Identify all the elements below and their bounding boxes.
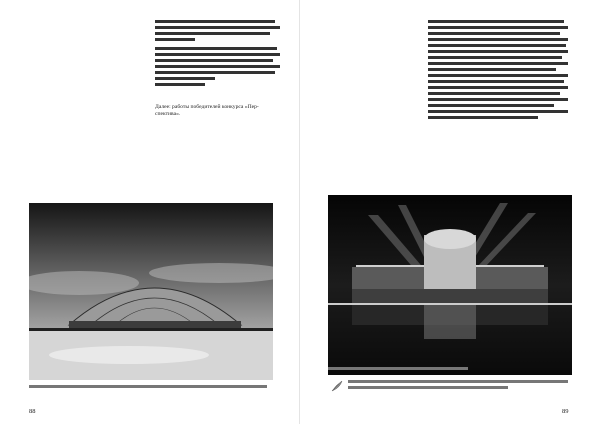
literary-note bbox=[348, 380, 572, 392]
right-caption bbox=[328, 367, 572, 373]
right-photo-theater bbox=[328, 195, 572, 375]
left-body-text bbox=[155, 20, 280, 89]
left-page-number: 88 bbox=[29, 408, 36, 415]
feather-icon bbox=[330, 379, 344, 393]
left-caption bbox=[29, 385, 273, 391]
left-photo-arena bbox=[29, 203, 273, 380]
right-page-number: 89 bbox=[562, 408, 569, 415]
right-body-text bbox=[428, 20, 568, 122]
next-section-note: Далее: работы победителей конкурса «Пер-спектива». bbox=[155, 104, 259, 117]
gutter bbox=[299, 0, 300, 424]
